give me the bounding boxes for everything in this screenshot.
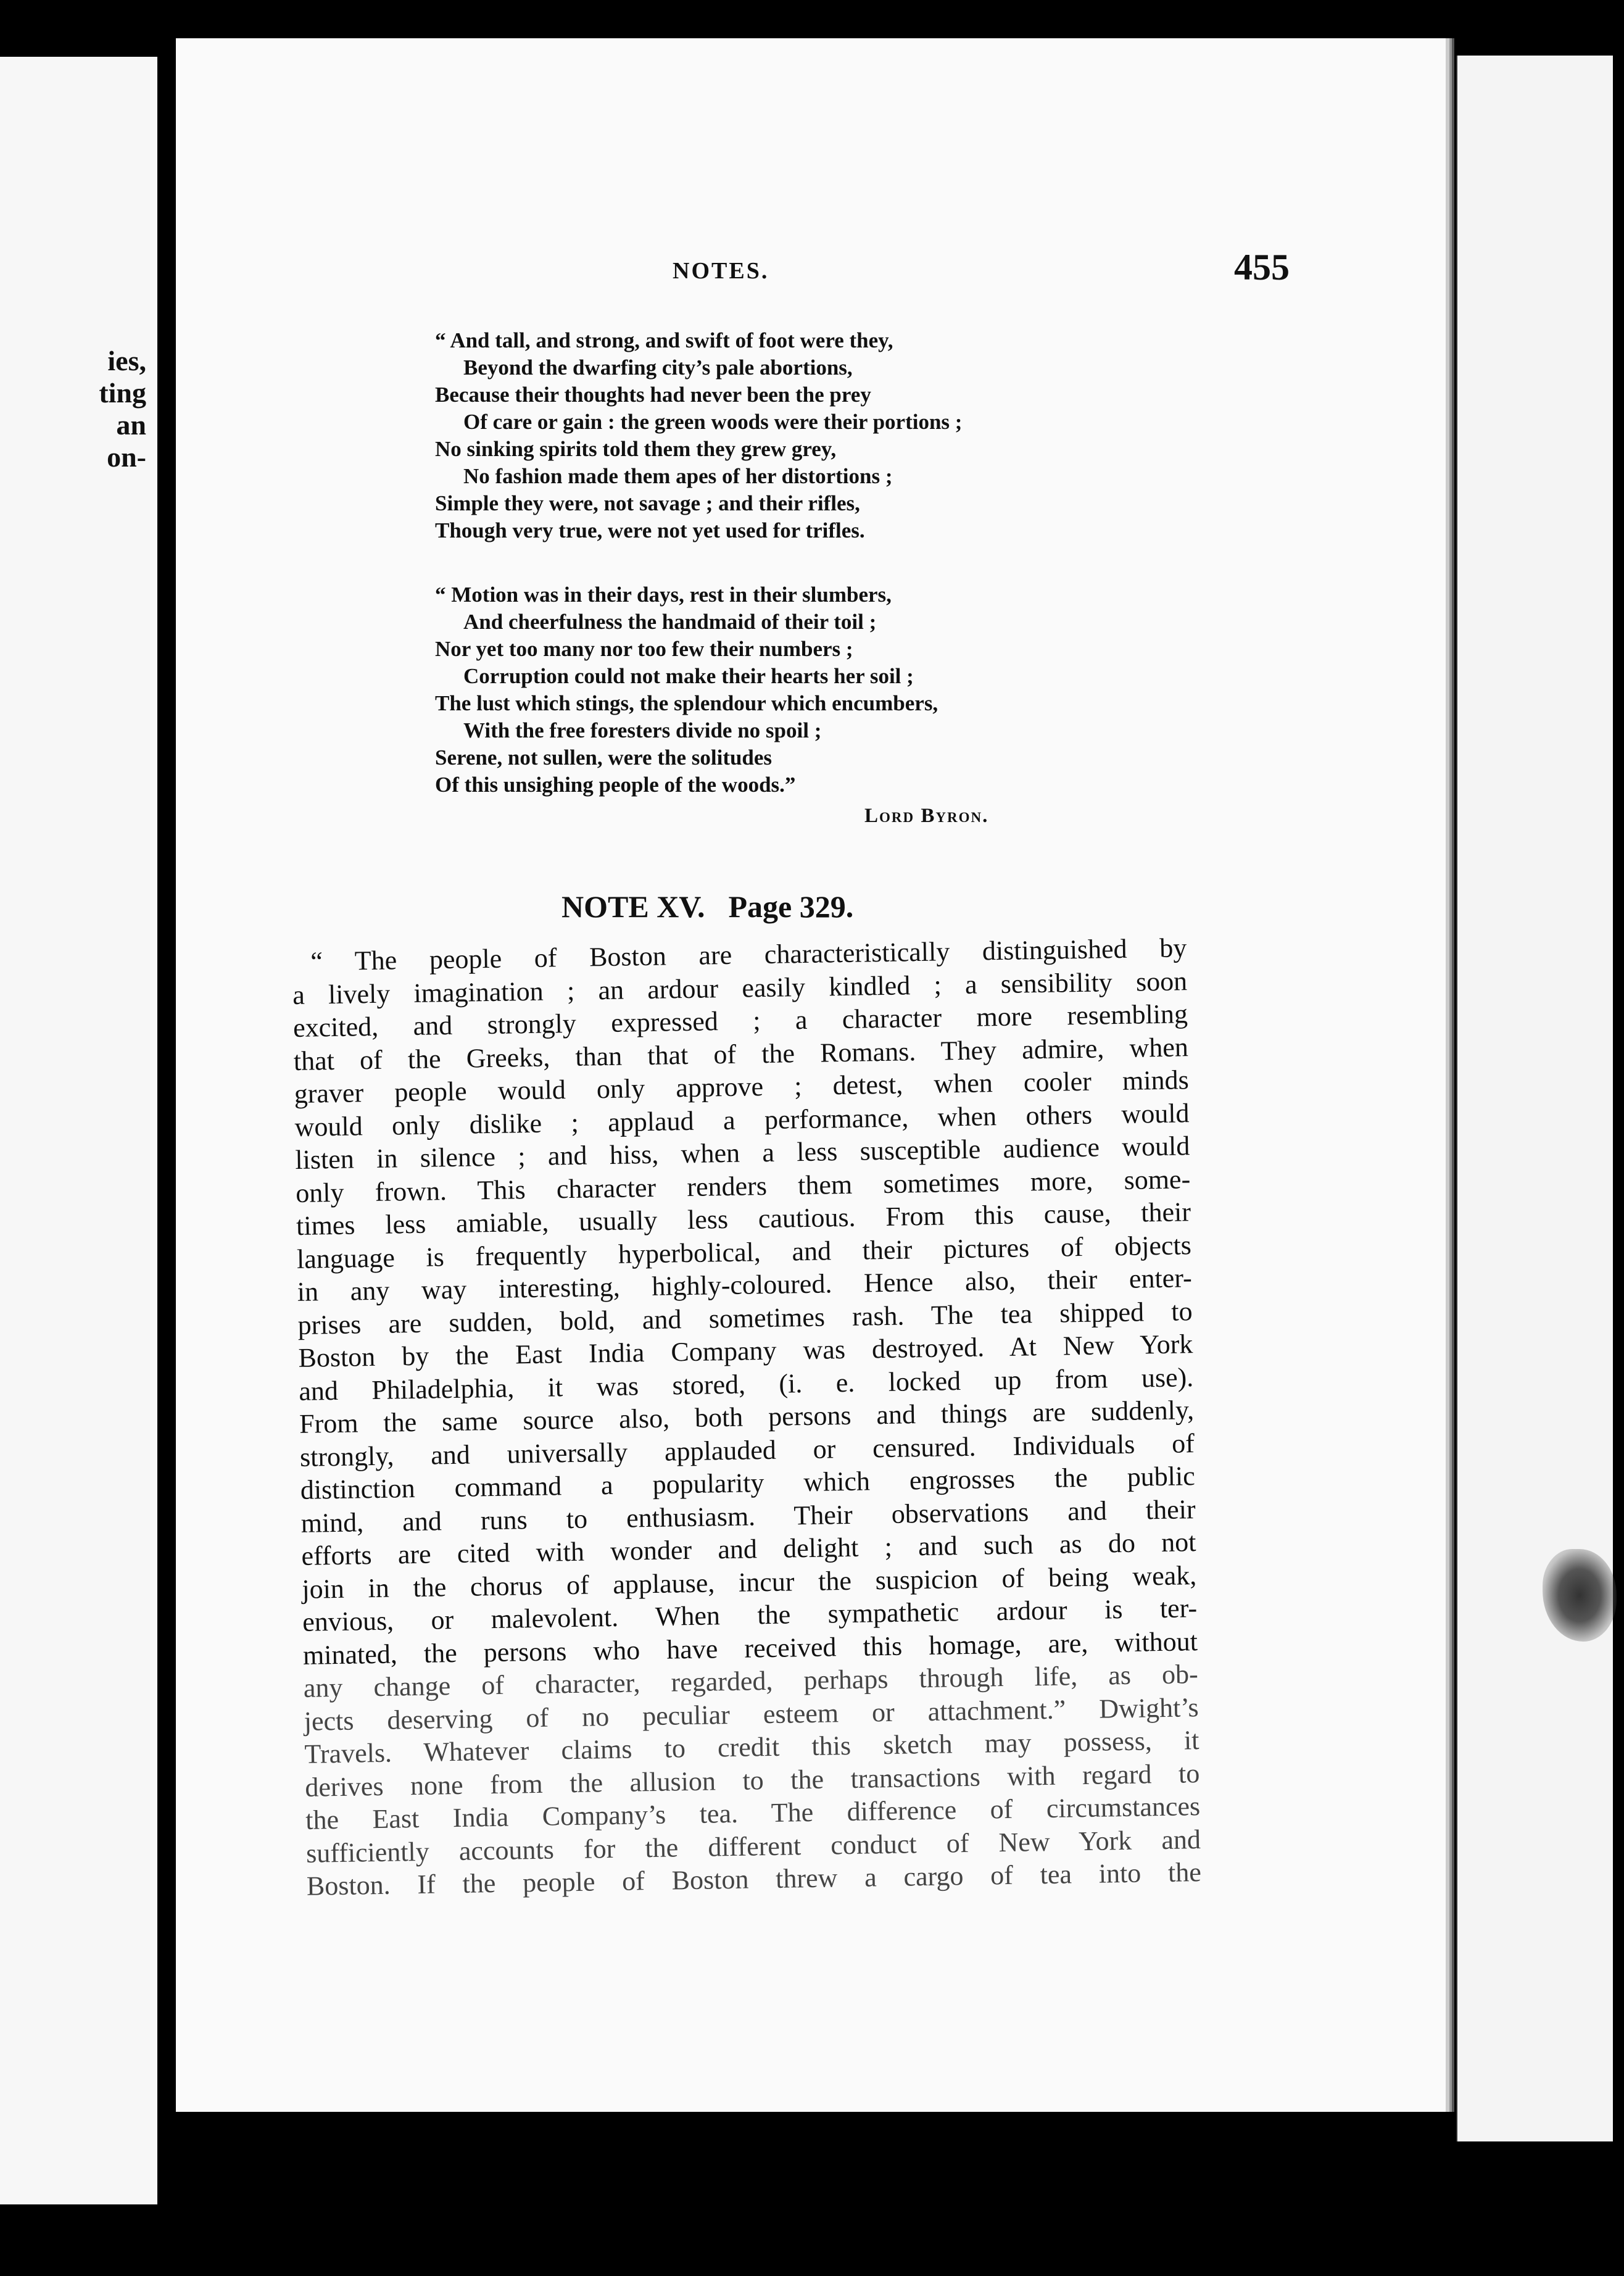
poem-line: Though very true, were not yet used for trifles. — [435, 518, 865, 542]
poem-attribution: Lord Byron. — [864, 805, 989, 827]
body-line: graver people would only approve ; detest, when cooler minds — [294, 1065, 1189, 1109]
body-line: mind, and runs to enthusiasm. Their observations and their — [300, 1493, 1196, 1539]
left-page-fragment: on- — [107, 441, 146, 473]
poem-line: Of this unsighing people of the woods.” — [435, 773, 796, 797]
body-line: minated, the persons who have received this homage, are, without — [302, 1626, 1198, 1671]
underlying-page — [1456, 56, 1613, 2141]
body-line: sufficiently accounts for the different conduct of New York and — [305, 1824, 1201, 1869]
poem-stanza — [435, 581, 1083, 799]
poem-line: Of care or gain : the green woods were their portions ; — [463, 410, 963, 434]
left-page-fragment: an — [116, 409, 146, 441]
body-line: strongly, and universally applauded or censured. Individuals of — [299, 1427, 1195, 1472]
poem-line: And cheerfulness the handmaid of their toil ; — [463, 610, 877, 634]
poem-line: With the free foresters divide no spoil ; — [463, 718, 822, 742]
body-line: would only dislike ; applaud a performance, when others would — [294, 1097, 1190, 1142]
previous-page — [0, 57, 159, 2204]
body-line: Travels. Whatever claims to credit this sketch may possess, it — [304, 1725, 1199, 1769]
poem-line: The lust which stings, the splendour which encumbers, — [435, 691, 938, 715]
page-header — [176, 247, 1446, 301]
body-line: From the same source also, both persons and things are suddenly, — [299, 1395, 1195, 1439]
body-line: prises are sudden, bold, and sometimes rash. The tea shipped to — [297, 1295, 1193, 1340]
body-line: jects deserving of no peculiar esteem or attachment.” Dwight’s — [304, 1692, 1199, 1737]
note-body — [292, 931, 1201, 1903]
poem-line: “ And tall, and strong, and swift of foot were they, — [435, 328, 893, 352]
body-line: only frown. This character renders them sometimes more, some- — [295, 1163, 1191, 1208]
note-number: NOTE XV. — [561, 889, 705, 924]
book-page — [176, 38, 1446, 2112]
poem-line: Beyond the dwarfing city’s pale abortions, — [463, 355, 853, 380]
body-line: in any way interesting, highly-coloured. Hence also, their enter- — [297, 1263, 1193, 1307]
note-heading — [561, 889, 853, 924]
body-line: that of the Greeks, than that of the Romans. They admire, when — [293, 1031, 1189, 1076]
body-line: efforts are cited with wonder and delight ; and such as do not — [301, 1527, 1196, 1571]
poem-line: Serene, not sullen, were the solitudes — [435, 746, 773, 770]
body-line: the East India Company’s tea. The difference of circumstances — [305, 1791, 1201, 1835]
body-line: “ The people of Boston are characteristically distinguished by — [310, 932, 1187, 977]
note-page-reference: Page 329. — [728, 889, 854, 924]
body-line: distinction command a popularity which engrosses the public — [300, 1461, 1196, 1505]
poem-line: “ Motion was in their days, rest in their slumbers, — [435, 583, 892, 607]
body-line: Boston by the East India Company was destroyed. At New York — [298, 1329, 1193, 1373]
body-line: any change of character, regarded, perhaps through life, as ob- — [303, 1659, 1199, 1703]
poem-line: Because their thoughts had never been the prey — [435, 383, 871, 407]
left-page-fragment: ting — [99, 377, 146, 409]
body-line: times less amiable, usually less cautious. From this cause, their — [296, 1197, 1191, 1241]
body-line: Boston. If the people of Boston threw a cargo of tea into the — [306, 1857, 1202, 1901]
poem-line: Nor yet too many nor too few their numbers ; — [435, 637, 853, 661]
body-line: and Philadelphia, it was stored, (i. e. locked up from use). — [298, 1361, 1194, 1406]
body-line: excited, and strongly expressed ; a character more resembling — [292, 999, 1188, 1043]
body-line: a lively imagination ; an ardour easily kindled ; a sensibility soon — [292, 965, 1188, 1010]
left-page-fragment: ies, — [107, 345, 146, 376]
page-number: 455 — [1234, 247, 1290, 288]
poem-stanza — [435, 327, 1083, 544]
body-line: derives none from the allusion to the transactions with regard to — [305, 1758, 1200, 1803]
poem-line: No fashion made them apes of her distortions ; — [463, 464, 893, 488]
poem-line: Simple they were, not savage ; and their rifles, — [435, 491, 860, 515]
book-gutter — [157, 0, 176, 2276]
poem-line: No sinking spirits told them they grew grey, — [435, 437, 837, 461]
body-line: join in the chorus of applause, incur the suspicion of being weak, — [301, 1560, 1197, 1605]
body-line: listen in silence ; and hiss, when a less susceptible audience would — [295, 1131, 1190, 1175]
body-line: envious, or malevolent. When the sympathetic ardour is ter- — [302, 1593, 1198, 1637]
body-line: language is frequently hyperbolical, and their pictures of objects — [296, 1229, 1192, 1274]
running-title: NOTES. — [673, 258, 769, 284]
poem-line: Corruption could not make their hearts her soil ; — [463, 664, 914, 688]
